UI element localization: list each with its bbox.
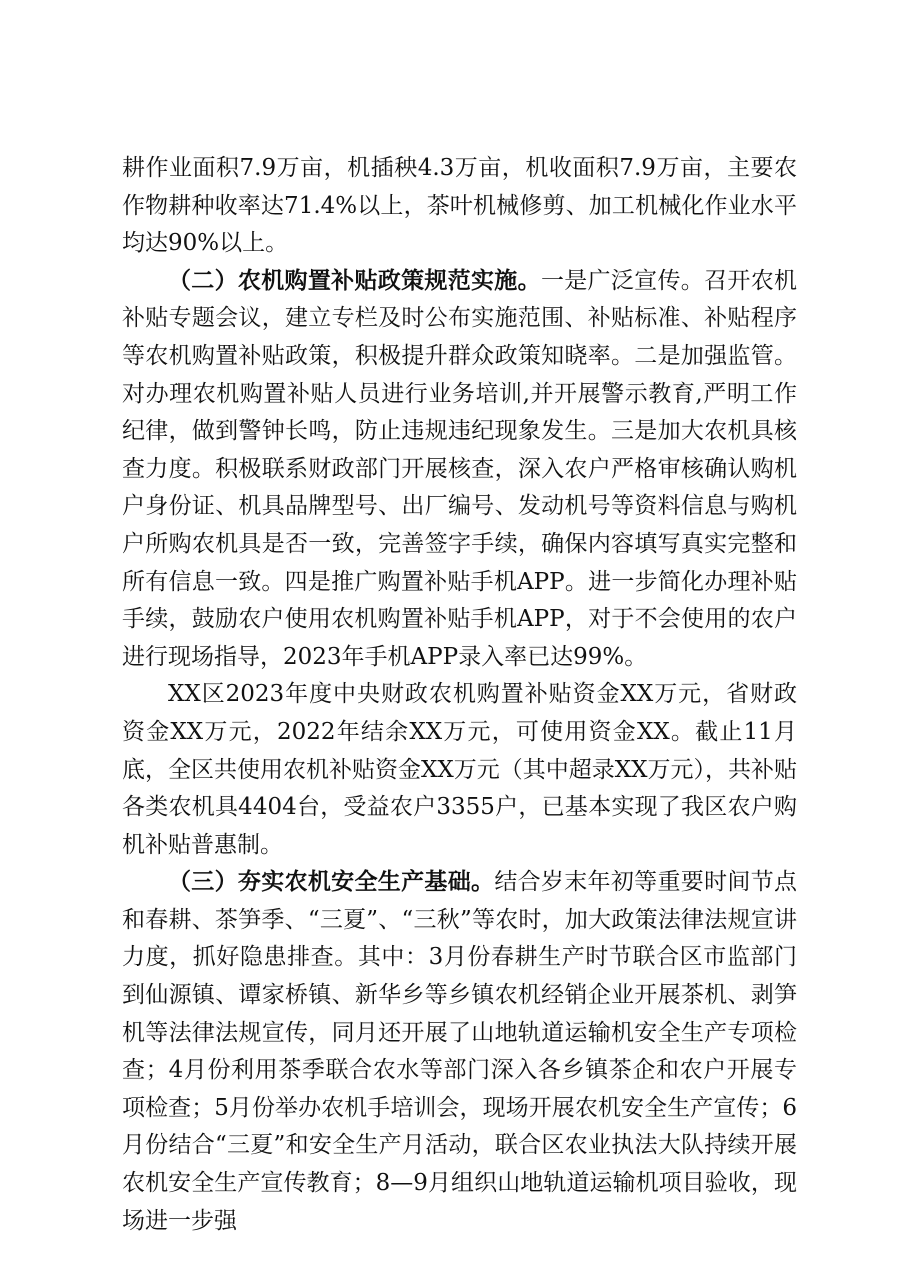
section-heading-3: （三）夯实农机安全生产基础。 bbox=[168, 869, 495, 896]
paragraph-3 bbox=[122, 676, 797, 864]
paragraph-4 bbox=[122, 864, 797, 1240]
paragraph-4-text: 结合岁末年初等重要时间节点和春耕、茶笋季、“三夏”、“三秋”等农时，加大政策法律法规宣讲力度，抓好隐患排查。其中：3月份春耕生产时节联合区市监部门到仙源镇、谭家桥镇、新华乡等乡镇农机经销企业开展茶机、剥笋机等法律法规宣传，同月还开展了山地轨道运输机安全生产专项检查；4月份利用茶季联合农水等部门深入各乡镇茶企和农户开展专项检查；5月份举办农机手培训会，现场开展农机安全生产宣传；6月份结合“三夏”和安全生产月活动，联合区农业执法大队持续开展农机安全生产宣传教育；8—9月组织山地轨道运输机项目验收，现场进一步强 bbox=[122, 869, 798, 1234]
paragraph-1-text: 耕作业面积7.9万亩，机插秧4.3万亩，机收面积7.9万亩，主要农作物耕种收率达71.4%以上，茶叶机械修剪、加工机械化作业水平均达90%以上。 bbox=[122, 155, 797, 257]
paragraph-2 bbox=[122, 263, 797, 677]
paragraph-3-text: XX区2023年度中央财政农机购置补贴资金XX万元，省财政资金XX万元，2022年结余XX万元，可使用资金XX。截止11月底，全区共使用农机补贴资金XX万元（其中超录XX万元），共补贴各类农机具4404台，受益农户3355户，已基本实现了我区农户购机补贴普惠制。 bbox=[122, 681, 797, 858]
paragraph-2-text: 一是广泛宣传。召开农机补贴专题会议，建立专栏及时公布实施范围、补贴标准、补贴程序等农机购置补贴政策，积极提升群众政策知晓率。二是加强监管。对办理农机购置补贴人员进行业务培训,并开展警示教育,严明工作纪律，做到警钟长鸣，防止违规违纪现象发生。三是加大农机具核查力度。积极联系财政部门开展核查，深入农户严格审核确认购机户身份证、机具品牌型号、出厂编号、发动机号等资料信息与购机户所购农机具是否一致，完善签字手续，确保内容填写真实完整和所有信息一致。四是推广购置补贴手机APP。进一步简化办理补贴手续，鼓励农户使用农机购置补贴手机APP，对于不会使用的农户进行现场指导，2023年手机APP录入率已达99%。 bbox=[122, 267, 798, 670]
paragraph-1 bbox=[122, 150, 797, 263]
document-body bbox=[122, 150, 797, 1240]
section-heading-2: （二）农机购置补贴政策规范实施。 bbox=[168, 267, 541, 294]
